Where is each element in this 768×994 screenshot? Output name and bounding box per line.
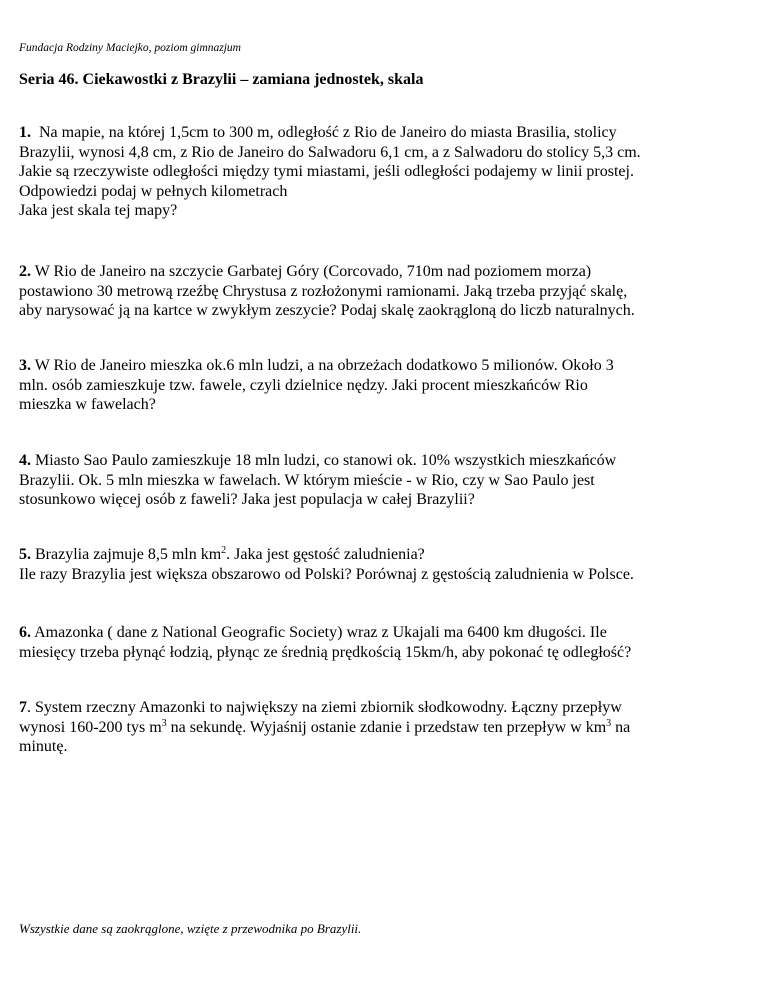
page-footer: Wszystkie dane są zaokrąglone, wzięte z przewodnika po Brazylii.: [19, 921, 362, 936]
task-4: [19, 451, 754, 510]
task-1-line-1: 1. Na mapie, na której 1,5cm to 300 m, odległość z Rio de Janeiro do miasta Brasilia, stolicy: [19, 124, 617, 141]
task-5: [19, 545, 754, 584]
task-3: [19, 356, 754, 415]
task-3-line-2: mln. osób zamieszkuje tzw. fawele, czyli dzielnice nędzy. Jaki procent mieszkańców Rio: [19, 376, 588, 394]
task-2-line-3: aby narysować ją na kartce w zwykłym zeszycie? Podaj skalę zaokrągloną do liczb naturalnych.: [19, 302, 635, 319]
task-3-line-1: 3. W Rio de Janeiro mieszka ok.6 mln ludzi, a na obrzeżach dodatkowo 5 milionów. Około 3: [19, 357, 614, 374]
task-7: [19, 698, 754, 757]
task-6: [19, 623, 754, 662]
task-4-line-3: stosunkowo więcej osób z faweli? Jaka jest populacja w całej Brazylii?: [19, 491, 475, 508]
task-1-line-2: Brazylii, wynosi 4,8 cm, z Rio de Janeiro do Salwadoru 6,1 cm, a z Salwadoru do stolicy 5,3 cm.: [19, 143, 641, 161]
task-3-line-3: mieszka w fawelach?: [19, 396, 156, 413]
task-number: 2.: [19, 263, 31, 280]
task-1-line-3: Jakie są rzeczywiste odległości między tymi miastami, jeśli odległości podajemy w linii prostej.: [19, 163, 634, 180]
task-number: 7: [19, 699, 27, 716]
task-2: [19, 262, 754, 321]
task-number: 4.: [19, 452, 31, 469]
document-page: [19, 0, 754, 994]
task-number: 6.: [19, 624, 31, 641]
task-number: 1.: [19, 124, 31, 141]
task-2-line-1: 2. W Rio de Janeiro na szczycie Garbatej Góry (Corcovado, 710m nad poziomem morza): [19, 263, 592, 280]
task-1-line-4: Odpowiedzi podaj w pełnych kilometrach: [19, 182, 288, 200]
task-5-line-1: 5. Brazylia zajmuje 8,5 mln $km^2$. Jaka jest gęstość zaludnienia?: [19, 545, 425, 563]
task-6-line-2: miesięcy trzeba płynąć łodzią, płynąc ze średnią prędkością 15km/h, aby pokonać tę odległość?: [19, 643, 632, 661]
page-header: Fundacja Rodziny Maciejko, poziom gimnazjum: [19, 42, 241, 54]
task-7-line-3: minutę.: [19, 738, 68, 755]
task-number: 3.: [19, 357, 31, 374]
task-4-line-1: 4. Miasto Sao Paulo zamieszkuje 18 mln ludzi, co stanowi ok. 10% wszystkich mieszkańców: [19, 452, 617, 469]
task-6-line-1: 6. Amazonka ( dane z National Geografic Society) wraz z Ukajali ma 6400 km długości. Ile: [19, 624, 607, 641]
task-2-line-2: postawiono 30 metrową rzeźbę Chrystusa z rozłożonymi ramionami. Jaką trzeba przyjąć skalę,: [19, 282, 628, 300]
page-title: Seria 46. Ciekawostki z Brazylii – zamiana jednostek, skala: [19, 71, 424, 88]
task-4-line-2: Brazylii. Ok. 5 mln mieszka w fawelach. W którym mieście - w Rio, czy w Sao Paulo jest: [19, 471, 595, 489]
task-7-line-2: wynosi 160-200 tys $m^3$ na sekundę. Wyjaśnij ostanie zdanie i przedstaw ten przepływ w $km^3$ na: [19, 717, 631, 736]
task-number: 5.: [19, 546, 31, 563]
task-7-line-1: 7. System rzeczny Amazonki to największy na ziemi zbiornik słodkowodny. Łączny przepływ: [19, 699, 622, 716]
task-1-line-5: Jaka jest skala tej mapy?: [19, 202, 178, 219]
task-1: [19, 123, 754, 221]
task-5-line-2: Ile razy Brazylia jest większa obszarowo od Polski? Porównaj z gęstością zaludnienia w Polsce.: [19, 565, 634, 583]
